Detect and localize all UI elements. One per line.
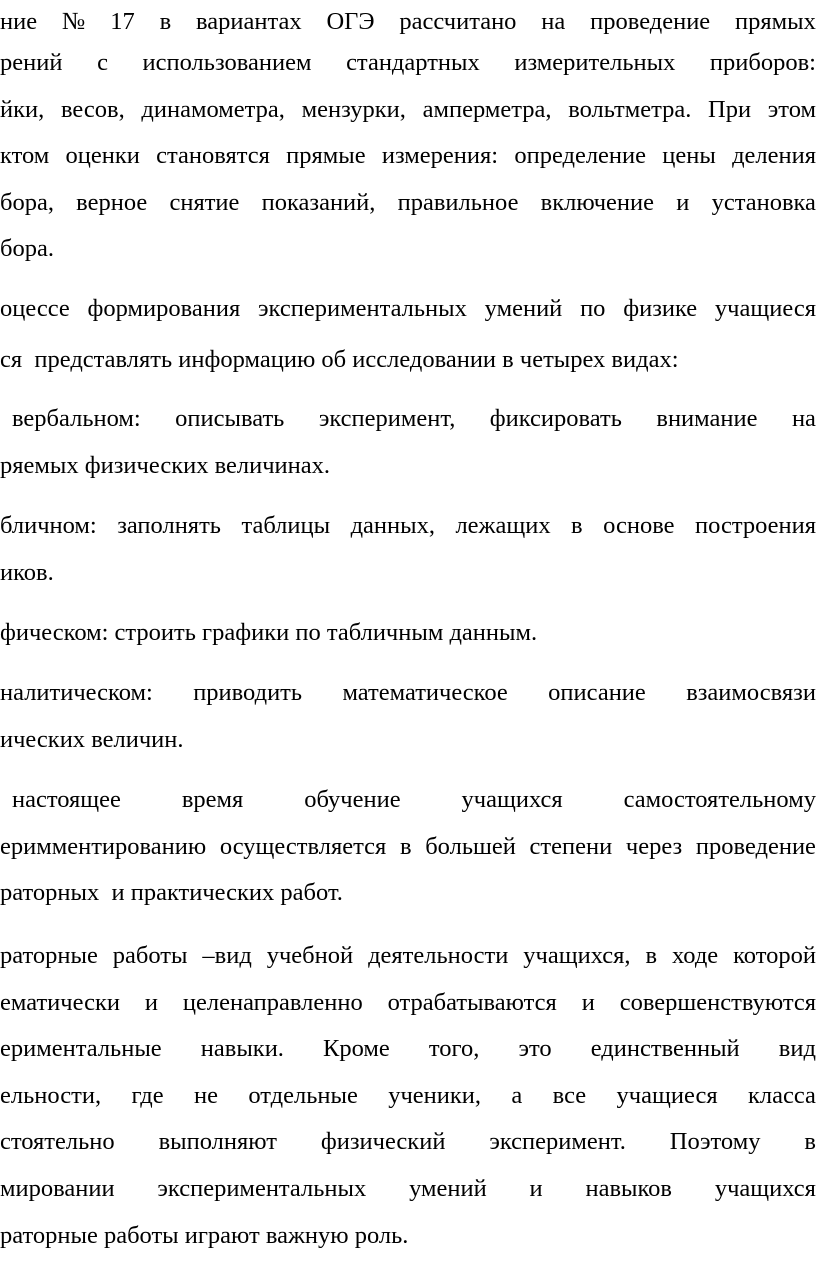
word: таблицы bbox=[241, 512, 331, 539]
word: № bbox=[61, 8, 86, 35]
word: измерительных bbox=[514, 49, 676, 76]
text-line bbox=[0, 873, 816, 913]
word: важную bbox=[265, 1222, 349, 1249]
word: мензурки, bbox=[301, 96, 406, 123]
text-line bbox=[0, 183, 816, 223]
word: приборов: bbox=[709, 49, 816, 76]
word: бора, bbox=[0, 189, 54, 216]
word: работы bbox=[112, 942, 188, 969]
word: учащиеся bbox=[714, 295, 816, 322]
word: еримментированию bbox=[0, 833, 207, 860]
word: мировании bbox=[0, 1175, 115, 1202]
word: данным. bbox=[449, 619, 538, 646]
word: формирования bbox=[87, 295, 241, 322]
word: которой bbox=[733, 942, 816, 969]
word: приводить bbox=[193, 679, 303, 706]
word: не bbox=[193, 1082, 218, 1109]
word: на bbox=[541, 8, 566, 35]
word: время bbox=[181, 786, 244, 813]
word: через bbox=[625, 833, 683, 860]
word: этом bbox=[767, 96, 816, 123]
word: амперметра, bbox=[422, 96, 552, 123]
text-line bbox=[0, 553, 816, 593]
word: оценки bbox=[65, 142, 140, 169]
word: в bbox=[571, 512, 583, 539]
word: иков. bbox=[0, 559, 54, 586]
word: вид bbox=[778, 1035, 816, 1062]
word: основе bbox=[603, 512, 675, 539]
text-line bbox=[0, 43, 816, 83]
word: играют bbox=[184, 1222, 260, 1249]
word: ктом bbox=[0, 142, 50, 169]
text-line bbox=[0, 720, 816, 760]
word: учащихся, bbox=[523, 942, 631, 969]
word: ученики, bbox=[388, 1082, 482, 1109]
word: строить bbox=[114, 619, 196, 646]
word: раторные bbox=[0, 942, 98, 969]
word: эксперимент, bbox=[318, 405, 456, 432]
word: в bbox=[399, 833, 412, 860]
word: описание bbox=[548, 679, 646, 706]
word: по bbox=[295, 619, 321, 646]
word: в bbox=[645, 942, 658, 969]
word: исследовании bbox=[352, 346, 497, 373]
word: ериментальные bbox=[0, 1035, 162, 1062]
word: класса bbox=[747, 1082, 816, 1109]
text-line bbox=[0, 289, 816, 329]
word: где bbox=[131, 1082, 164, 1109]
word: ходе bbox=[671, 942, 719, 969]
word: Поэтому bbox=[669, 1128, 761, 1155]
word: правильное bbox=[397, 189, 519, 216]
word: раторные bbox=[0, 1222, 98, 1249]
word: верное bbox=[76, 189, 148, 216]
word: в bbox=[502, 346, 514, 373]
word: включение bbox=[540, 189, 655, 216]
word: стоятельно bbox=[0, 1128, 115, 1155]
word: и bbox=[529, 1175, 543, 1202]
word: показаний, bbox=[261, 189, 376, 216]
word: это bbox=[518, 1035, 552, 1062]
text-line bbox=[0, 1216, 816, 1256]
word: бличном: bbox=[0, 512, 97, 539]
word: –вид bbox=[202, 942, 252, 969]
word: отдельные bbox=[248, 1082, 358, 1109]
word: физических bbox=[84, 452, 209, 479]
text-line bbox=[0, 1029, 816, 1069]
word: навыков bbox=[585, 1175, 672, 1202]
text-line bbox=[0, 983, 816, 1023]
word: использованием bbox=[142, 49, 312, 76]
word: все bbox=[552, 1082, 587, 1109]
word: по bbox=[580, 295, 606, 322]
word: навыки. bbox=[200, 1035, 284, 1062]
word: с bbox=[97, 49, 108, 76]
word: взаимосвязи bbox=[686, 679, 816, 706]
text-line bbox=[0, 506, 816, 546]
text-line bbox=[0, 446, 816, 486]
word: ельности, bbox=[0, 1082, 102, 1109]
word: на bbox=[791, 405, 816, 432]
word: ряемых bbox=[0, 452, 79, 479]
word: в bbox=[804, 1128, 816, 1155]
word: и bbox=[144, 989, 158, 1016]
text-line bbox=[0, 136, 816, 176]
word: настоящее bbox=[12, 786, 121, 813]
word: рассчитано bbox=[399, 8, 517, 35]
word: того, bbox=[428, 1035, 480, 1062]
word: ся bbox=[0, 346, 23, 373]
word: учащихся bbox=[714, 1175, 816, 1202]
word: вербальном: bbox=[12, 405, 141, 432]
word: определение bbox=[514, 142, 647, 169]
text-line bbox=[0, 613, 816, 653]
word: учащиеся bbox=[616, 1082, 718, 1109]
word: становятся bbox=[156, 142, 270, 169]
word: описывать bbox=[175, 405, 285, 432]
word: ние bbox=[0, 8, 38, 35]
word: стандартных bbox=[346, 49, 480, 76]
word: умений bbox=[409, 1175, 487, 1202]
word: об bbox=[321, 346, 347, 373]
word: совершенствуются bbox=[619, 989, 816, 1016]
word: оцессе bbox=[0, 295, 70, 322]
word: умений bbox=[484, 295, 563, 322]
word: При bbox=[708, 96, 752, 123]
word: ических bbox=[0, 726, 86, 753]
word: величин. bbox=[91, 726, 184, 753]
word: вольтметра. bbox=[568, 96, 692, 123]
word: экспериментальных bbox=[258, 295, 467, 322]
word: учебной bbox=[266, 942, 354, 969]
word: степени bbox=[529, 833, 613, 860]
word: в bbox=[159, 8, 172, 35]
word: работы bbox=[103, 1222, 179, 1249]
word: ематически bbox=[0, 989, 120, 1016]
word: прямых bbox=[735, 8, 816, 35]
word: физике bbox=[623, 295, 698, 322]
word: представлять bbox=[34, 346, 173, 373]
word: физический bbox=[320, 1128, 446, 1155]
word: обучение bbox=[304, 786, 401, 813]
word: видах: bbox=[611, 346, 679, 373]
word: и bbox=[111, 879, 125, 906]
word: прямые bbox=[286, 142, 366, 169]
word: Кроме bbox=[323, 1035, 390, 1062]
word: установка bbox=[711, 189, 816, 216]
text-line bbox=[12, 399, 816, 439]
word: эксперимент. bbox=[489, 1128, 626, 1155]
word: единственный bbox=[590, 1035, 740, 1062]
word: динамометра, bbox=[141, 96, 285, 123]
word: деятельности bbox=[368, 942, 509, 969]
text-line bbox=[0, 827, 816, 867]
word: и bbox=[676, 189, 690, 216]
word: работ. bbox=[280, 879, 343, 906]
word: отрабатываются bbox=[387, 989, 557, 1016]
word: снятие bbox=[169, 189, 240, 216]
word: заполнять bbox=[117, 512, 221, 539]
word: фиксировать bbox=[489, 405, 622, 432]
word: вариантах bbox=[196, 8, 302, 35]
word: фическом: bbox=[0, 619, 109, 646]
word: табличным bbox=[326, 619, 444, 646]
word: величинах. bbox=[214, 452, 331, 479]
word: измерения: bbox=[381, 142, 499, 169]
word: большей bbox=[425, 833, 516, 860]
word: внимание bbox=[656, 405, 758, 432]
word: самостоятельному bbox=[623, 786, 816, 813]
word: деления bbox=[732, 142, 816, 169]
word: 17 bbox=[110, 8, 135, 35]
text-line bbox=[0, 673, 816, 713]
word: проведение bbox=[590, 8, 711, 35]
word: графики bbox=[202, 619, 290, 646]
word: целенаправленно bbox=[182, 989, 363, 1016]
word: математическое bbox=[342, 679, 508, 706]
word: бора. bbox=[0, 235, 54, 262]
word: весов, bbox=[60, 96, 125, 123]
word: налитическом: bbox=[0, 679, 153, 706]
word: осуществляется bbox=[219, 833, 387, 860]
word: ОГЭ bbox=[326, 8, 375, 35]
text-line bbox=[0, 2, 816, 42]
word: экспериментальных bbox=[157, 1175, 367, 1202]
word: практических bbox=[130, 879, 275, 906]
word: цены bbox=[662, 142, 716, 169]
word: а bbox=[511, 1082, 523, 1109]
text-line bbox=[0, 229, 816, 269]
word: проведение bbox=[695, 833, 816, 860]
word: четырех bbox=[519, 346, 606, 373]
word: учащихся bbox=[461, 786, 563, 813]
word: данных, bbox=[350, 512, 435, 539]
text-line bbox=[0, 1122, 816, 1162]
text-line bbox=[0, 936, 816, 976]
word: и bbox=[581, 989, 595, 1016]
word: построения bbox=[694, 512, 816, 539]
word: рений bbox=[0, 49, 63, 76]
word: лежащих bbox=[455, 512, 551, 539]
word: роль. bbox=[354, 1222, 409, 1249]
text-line bbox=[0, 1169, 816, 1209]
word: йки, bbox=[0, 96, 45, 123]
word: раторных bbox=[0, 879, 100, 906]
text-line bbox=[12, 780, 816, 820]
text-line bbox=[0, 90, 816, 130]
text-line bbox=[0, 1076, 816, 1116]
word: информацию bbox=[178, 346, 316, 373]
word: выполняют bbox=[158, 1128, 277, 1155]
text-line bbox=[0, 340, 816, 380]
